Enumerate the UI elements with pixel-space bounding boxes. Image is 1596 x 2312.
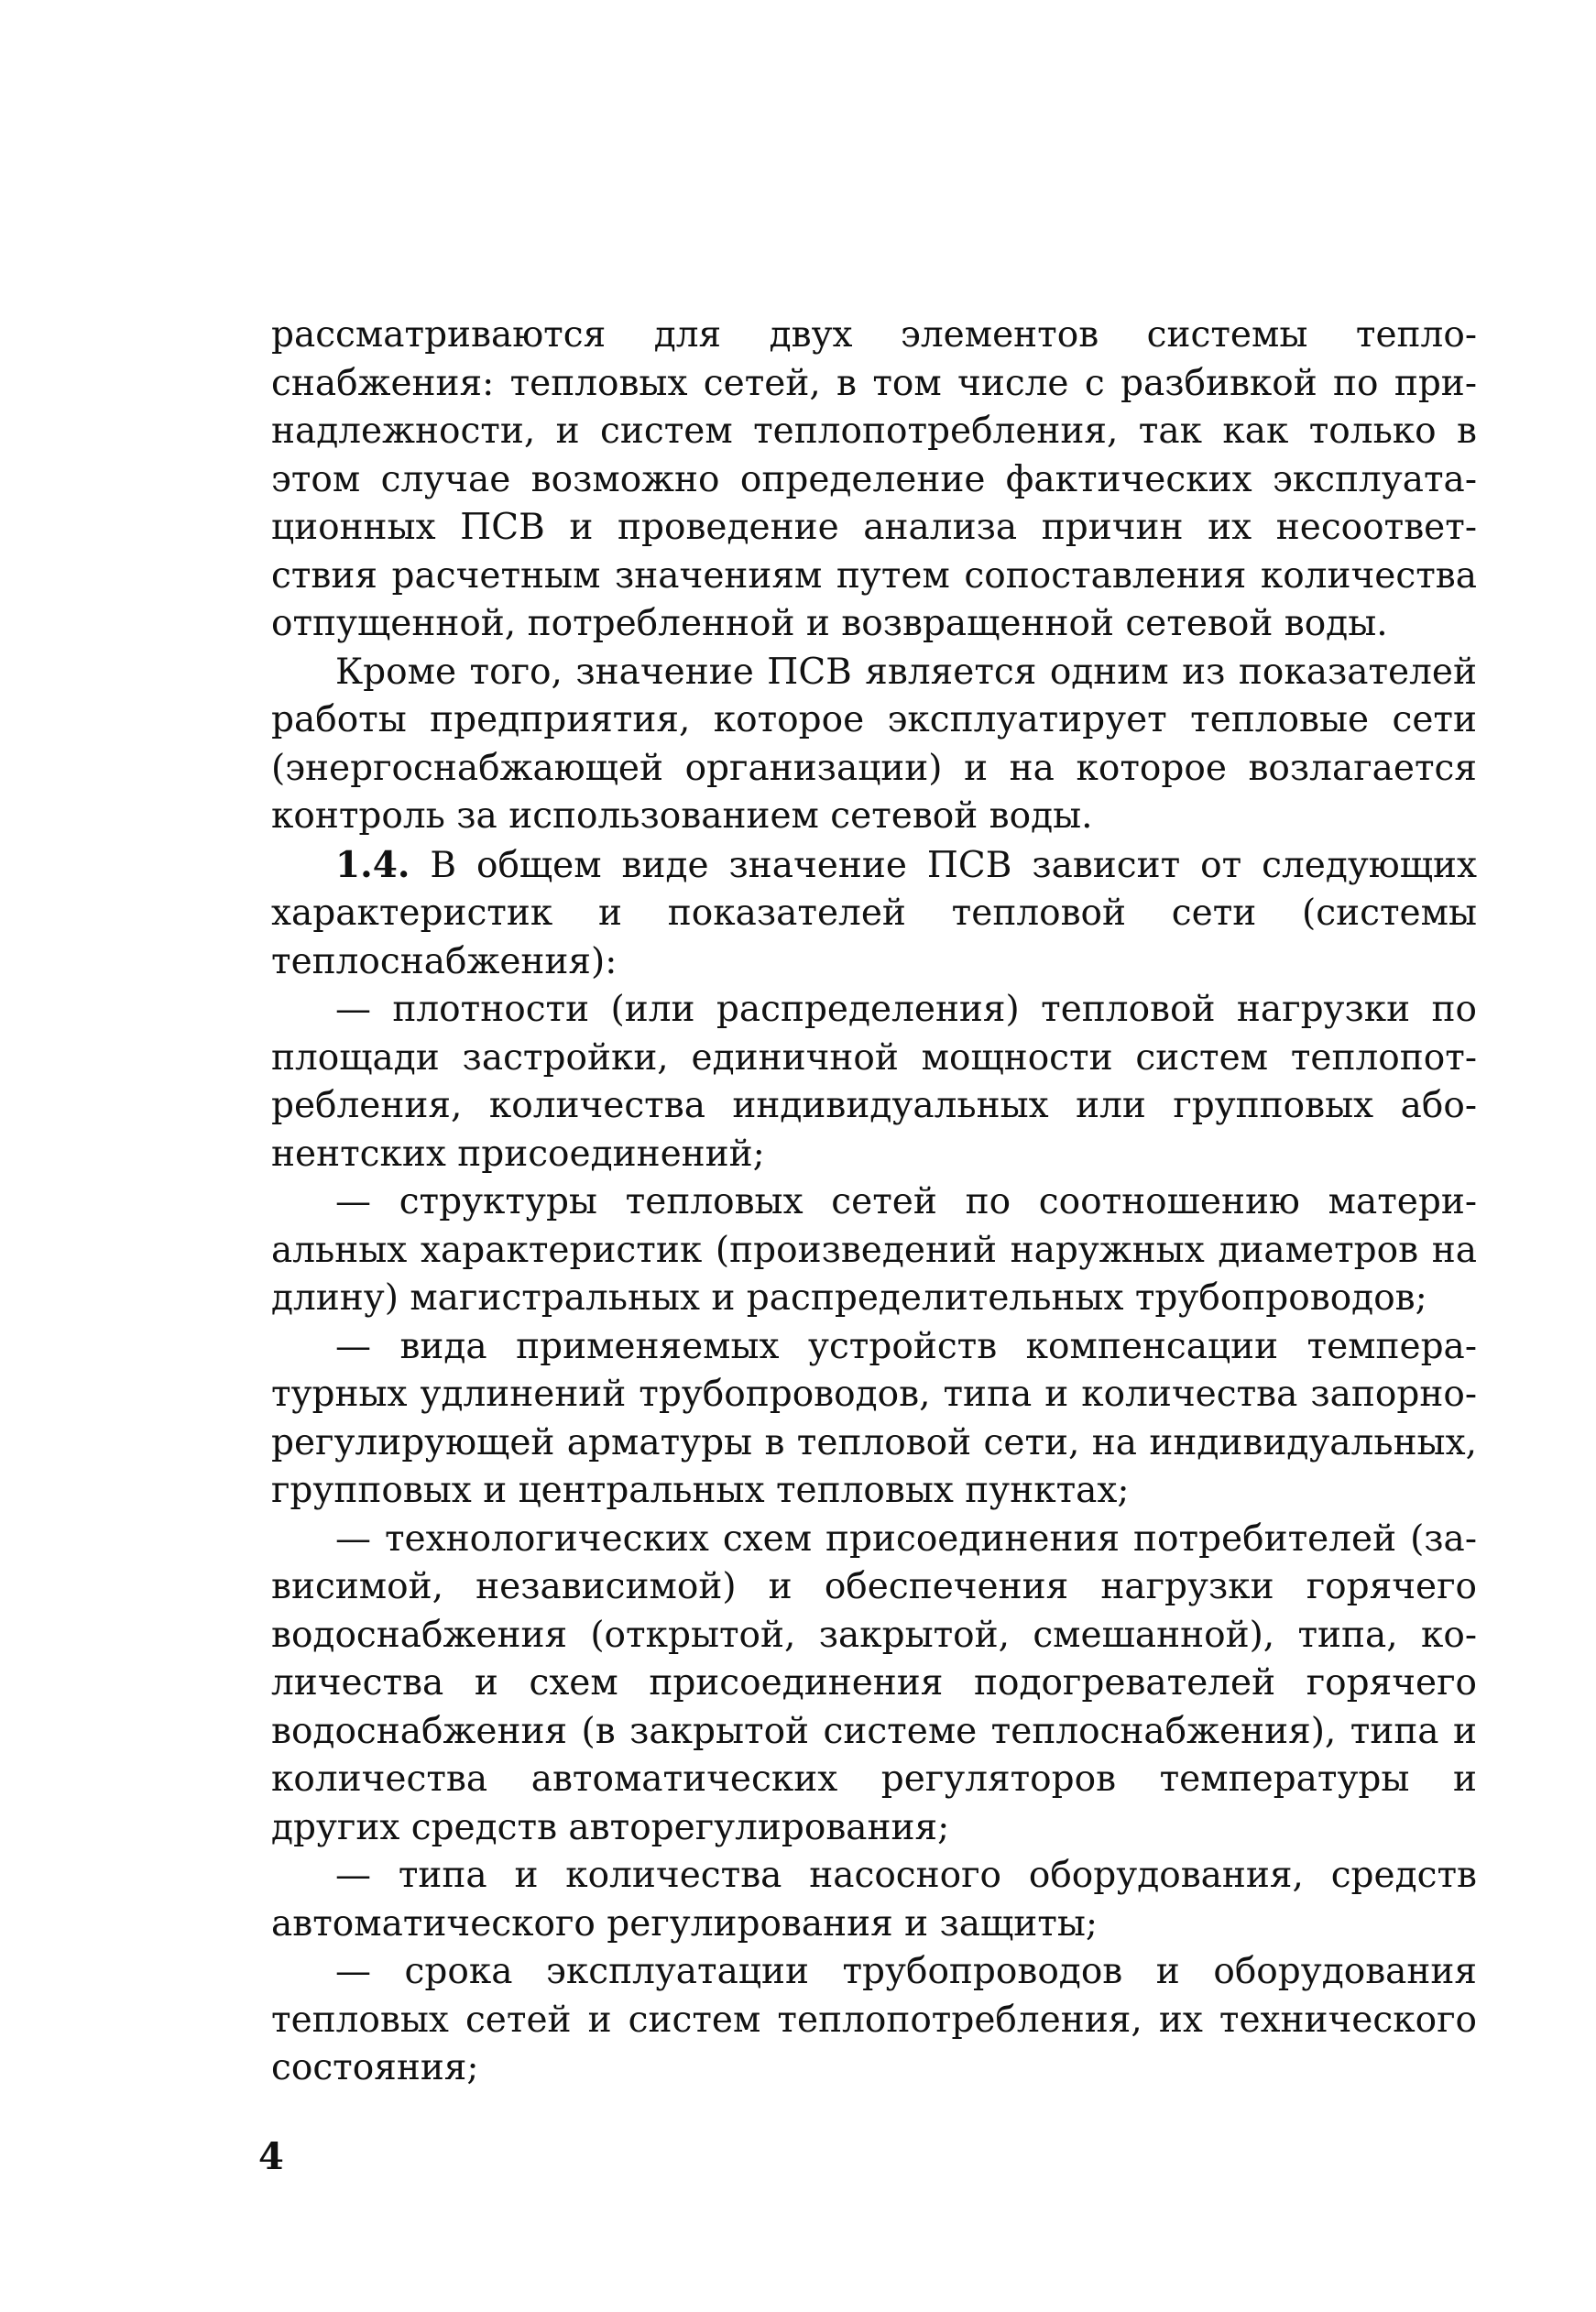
paragraph-continuation: рассматриваются для двух элементов системы теплоснабжения: тепловых сетей, в том числе с разбивкой по принадлежности, и систем теплопотребления, так как только в этом случае возможно определение фактических эксплуатационных ПСВ и проведение анализа причин их несоответствия расчетным значениям путем сопоставления количества отпущенной, потребленной и возвращенной сетевой воды. (271, 314, 1477, 644)
list-item: — вида применяемых устройств компенсации температурных удлинений трубопроводов, типа и количества запорно-регулирующей арматуры в тепловой сети, на индивидуальных, групповых и центральных тепловых пунктах; (271, 1325, 1477, 1511)
list-item: — срока эксплуатации трубопроводов и оборудования тепловых сетей и систем теплопотребления, их технического состояния; (271, 1951, 1477, 2088)
list-item: — технологических схем присоединения потребителей (зависимой, независимой) и обеспечения нагрузки горячего водоснабжения (открытой, закрытой, смешанной), типа, количества и схем присоединения подогревателей горячего водоснабжения (в закрытой системе теплоснабжения), типа и количества автоматических регуляторов температуры и других средств авторегулирования; (271, 1518, 1477, 1848)
section-1-4-text: В общем виде значение ПСВ зависит от следующих характеристик и показателей тепловой сети (системы теплоснабжения): (271, 844, 1477, 982)
section-1-4 (271, 841, 1477, 987)
page-number: 4 (258, 2135, 284, 2178)
list-item: — типа и количества насосного оборудования, средств автоматического регулирования и защиты; (271, 1855, 1477, 1945)
body-text (271, 312, 1477, 2093)
paragraph-psv-indicator: Кроме того, значение ПСВ является одним из показателей работы предприятия, которое эксплуатирует тепловые сети (энергоснабжающей организации) и на которое возлагается контроль за использованием сетевой воды. (271, 651, 1477, 837)
section-number: 1.4. (335, 843, 410, 886)
list-item: — плотности (или распределения) тепловой нагрузки по площади застройки, единичной мощности систем теплопотребления, количества индивидуальных или групповых абонентских присоединений; (271, 989, 1477, 1175)
list-item: — структуры тепловых сетей по соотношению материальных характеристик (произведений наружных диаметров на длину) магистральных и распределительных трубопроводов; (271, 1181, 1477, 1319)
